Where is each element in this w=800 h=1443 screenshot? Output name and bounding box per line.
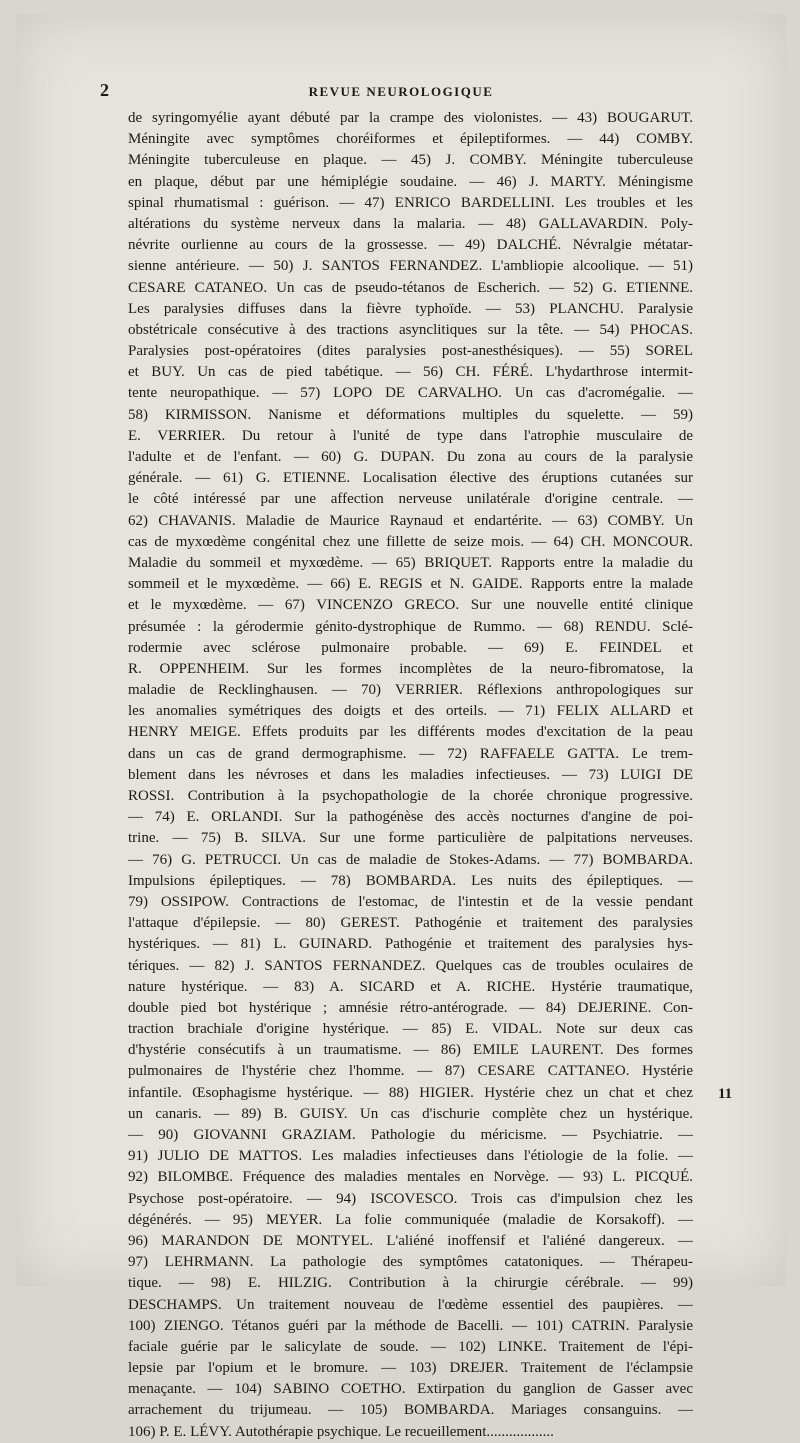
text-line: traction brachiale d'origine hystérique. — 85) E. VIDAL. Note sur deux cas — [128, 1021, 693, 1038]
text-line: 96) MARANDON DE MONTYEL. L'aliéné inoffensif et l'aliéné dangereux. — — [128, 1232, 693, 1249]
page-number: 2 — [100, 80, 109, 100]
text-line: ROSSI. Contribution à la psychopathologie de la chorée chronique progressive. — [128, 788, 693, 804]
text-line: E. VERRIER. Du retour à l'unité de type dans l'atrophie musculaire de — [128, 427, 693, 444]
text-line: 97) LEHRMANN. La pathologie des symptômes catatoniques. — Thérapeu- — [128, 1254, 693, 1271]
text-line: nature hystérique. — 83) A. SICARD et A. RICHE. Hystérie traumatique, — [128, 978, 693, 995]
text-line: — 76) G. PETRUCCI. Un cas de maladie de Stokes-Adams. — 77) BOMBARDA. — [128, 851, 693, 868]
text-line: d'hystérie consécutifs à un traumatisme. — 86) EMILE LAURENT. Des formes — [128, 1042, 693, 1059]
text-line: menaçante. — 104) SABINO COETHO. Extirpation du ganglion de Gasser avec — [128, 1381, 693, 1398]
text-line: DESCHAMPS. Un traitement nouveau de l'œdème essentiel des paupières. — — [128, 1296, 693, 1313]
text-line: hystériques. — 81) L. GUINARD. Pathogénie et traitement des paralysies hys- — [128, 936, 693, 953]
text-line: les anomalies symétriques des doigts et des orteils. — 71) FELIX ALLARD et — [128, 703, 693, 720]
text-line: pulmonaires de l'hystérie chez l'homme. — 87) CESARE CATTANEO. Hystérie — [128, 1063, 693, 1080]
text-line: de syringomyélie ayant débuté par la crampe des violonistes. — 43) BOUGARUT. — [128, 110, 693, 126]
text-line: faciale guérie par le salicylate de soude. — 102) LINKE. Traitement de l'épi- — [128, 1338, 693, 1355]
text-line: le côté intéressé par une affection nerveuse unilatérale d'origine centrale. — — [128, 491, 693, 508]
text-line: Méningite tuberculeuse en plaque. — 45) J. COMBY. Méningite tuberculeuse — [128, 152, 693, 169]
text-line: Impulsions épileptiques. — 78) BOMBARDA. Les nuits des épileptiques. — — [128, 872, 693, 889]
text-line: générale. — 61) G. ETIENNE. Localisation élective des éruptions cutanées sur — [128, 470, 693, 487]
text-line: 91) JULIO DE MATTOS. Les maladies infectieuses dans l'étiologie de la folie. — — [128, 1148, 693, 1165]
text-line: l'adulte et de l'enfant. — 60) G. DUPAN. Du zona au cours de la paralysie — [128, 449, 693, 465]
text-line: tente neuropathique. — 57) LOPO DE CARVALHO. Un cas d'acromégalie. — — [128, 385, 693, 402]
text-line: Psychose post-opératoire. — 94) ISCOVESCO. Trois cas d'impulsion chez les — [128, 1190, 693, 1207]
text-line: l'attaque d'épilepsie. — 80) GEREST. Pathogénie et traitement des paralysies — [128, 915, 693, 932]
text-line: 92) BILOMBŒ. Fréquence des maladies mentales en Norvège. — 93) L. PICQUÉ. — [128, 1169, 693, 1186]
text-line: et BUY. Un cas de pied tabétique. — 56) CH. FÉRÉ. L'hydarthrose intermit- — [128, 364, 693, 381]
text-line: présumée : la gérodermie génito-dystrophique de Rummo. — 68) RENDU. Sclé- — [128, 618, 693, 635]
text-line: 79) OSSIPOW. Contractions de l'estomac, de l'intestin et de la vessie pendant — [128, 893, 693, 910]
text-line: spinal rhumatismal : guérison. — 47) ENRICO BARDELLINI. Les troubles et les — [128, 194, 693, 211]
text-line: dans un cas de grand dermographisme. — 72) RAFFAELE GATTA. Le trem- — [128, 745, 693, 762]
text-line: sommeil et le myxœdème. — 66) E. REGIS et N. GAIDE. Rapports entre la malade — [128, 576, 693, 593]
running-title: REVUE NEUROLOGIQUE — [308, 84, 494, 99]
text-line: Méningite avec symptômes choréiformes et épileptiformes. — 44) COMBY. — [128, 131, 693, 148]
text-line: 58) KIRMISSON. Nanisme et déformations multiples du squelette. — 59) — [128, 406, 693, 423]
text-line: et le myxœdème. — 67) VINCENZO GRECO. Sur une nouvelle entité clinique — [128, 597, 693, 614]
text-line: — 74) E. ORLANDI. Sur la pathogénèse des accès nocturnes d'angine de poi- — [128, 809, 693, 826]
text-line: 62) CHAVANIS. Maladie de Maurice Raynaud et endartérite. — 63) COMBY. Un — [128, 512, 693, 529]
text-line: Paralysies post-opératoires (dites paralysies post-anesthésiques). — 55) SOREL — [128, 343, 693, 360]
text-line: trine. — 75) B. SILVA. Sur une forme particulière de palpitations nerveuses. — [128, 830, 693, 847]
text-line: sienne antérieure. — 50) J. SANTOS FERNANDEZ. L'ambliopie alcoolique. — 51) — [128, 258, 693, 275]
text-line: infantile. Œsophagisme hystérique. — 88) HIGIER. Hystérie chez un chat et chez — [128, 1084, 693, 1101]
text-line: en plaque, début par une hémiplégie soudaine. — 46) J. MARTY. Méningisme — [128, 173, 693, 190]
table-of-contents-text — [128, 108, 693, 1443]
text-line: altérations du système nerveux dans la malaria. — 48) GALLAVARDIN. Poly- — [128, 215, 693, 232]
text-line: 100) ZIENGO. Tétanos guéri par la méthode de Bacelli. — 101) CATRIN. Paralysie — [128, 1317, 693, 1334]
text-line: dégénérés. — 95) MEYER. La folie communiquée (maladie de Korsakoff). — — [128, 1211, 693, 1228]
text-line: cas de myxœdème congénital chez une fillette de seize mois. — 64) CH. MONCOUR. — [128, 533, 693, 550]
text-line: double pied bot hystérique ; amnésie rétro-antérograde. — 84) DEJERINE. Con- — [128, 999, 693, 1016]
text-line: R. OPPENHEIM. Sur les formes incomplètes de la neuro-fibromatose, la — [128, 660, 693, 677]
text-line: HENRY MEIGE. Effets produits par les différents modes d'excitation de la peau — [128, 724, 693, 741]
text-line: lepsie par l'opium et le bromure. — 103) DREJER. Traitement de l'éclampsie — [128, 1360, 693, 1377]
text-line: névrite ourlienne au cours de la grossesse. — 49) DALCHÉ. Névralgie métatar- — [128, 237, 693, 254]
text-line: CESARE CATANEO. Un cas de pseudo-tétanos de Escherich. — 52) G. ETIENNE. — [128, 279, 693, 296]
page-reference-number: 11 — [718, 1086, 733, 1102]
text-line: obstétricale consécutive à des tractions asynclitiques sur la tête. — 54) PHOCAS. — [128, 321, 693, 338]
text-line: maladie de Recklinghausen. — 70) VERRIER. Réflexions anthropologiques sur — [128, 682, 693, 699]
text-line: rodermie avec sclérose pulmonaire probable. — 69) E. FEINDEL et — [128, 639, 693, 656]
text-line: Maladie du sommeil et myxœdème. — 65) BRIQUET. Rapports entre la maladie du — [128, 554, 693, 571]
text-line: 106) P. E. LÉVY. Autothérapie psychique. Le recueillement.................. — [128, 1423, 554, 1440]
text-line: arrachement du trijumeau. — 105) BOMBARDA. Mariages consanguins. — — [128, 1402, 693, 1419]
text-line: — 90) GIOVANNI GRAZIAM. Pathologie du méricisme. — Psychiatrie. — — [128, 1127, 693, 1143]
text-line: tériques. — 82) J. SANTOS FERNANDEZ. Quelques cas de troubles oculaires de — [128, 957, 693, 974]
text-line: un canaris. — 89) B. GUISY. Un cas d'ischurie complète chez un hystérique. — [128, 1105, 693, 1122]
text-line: blement dans les névroses et dans les maladies infectieuses. — 73) LUIGI DE — [128, 766, 693, 783]
text-line: Les paralysies diffuses dans la fièvre typhoïde. — 53) PLANCHU. Paralysie — [128, 300, 693, 317]
page-header — [16, 76, 786, 106]
text-line: tique. — 98) E. HILZIG. Contribution à la chirurgie cérébrale. — 99) — [128, 1275, 693, 1292]
